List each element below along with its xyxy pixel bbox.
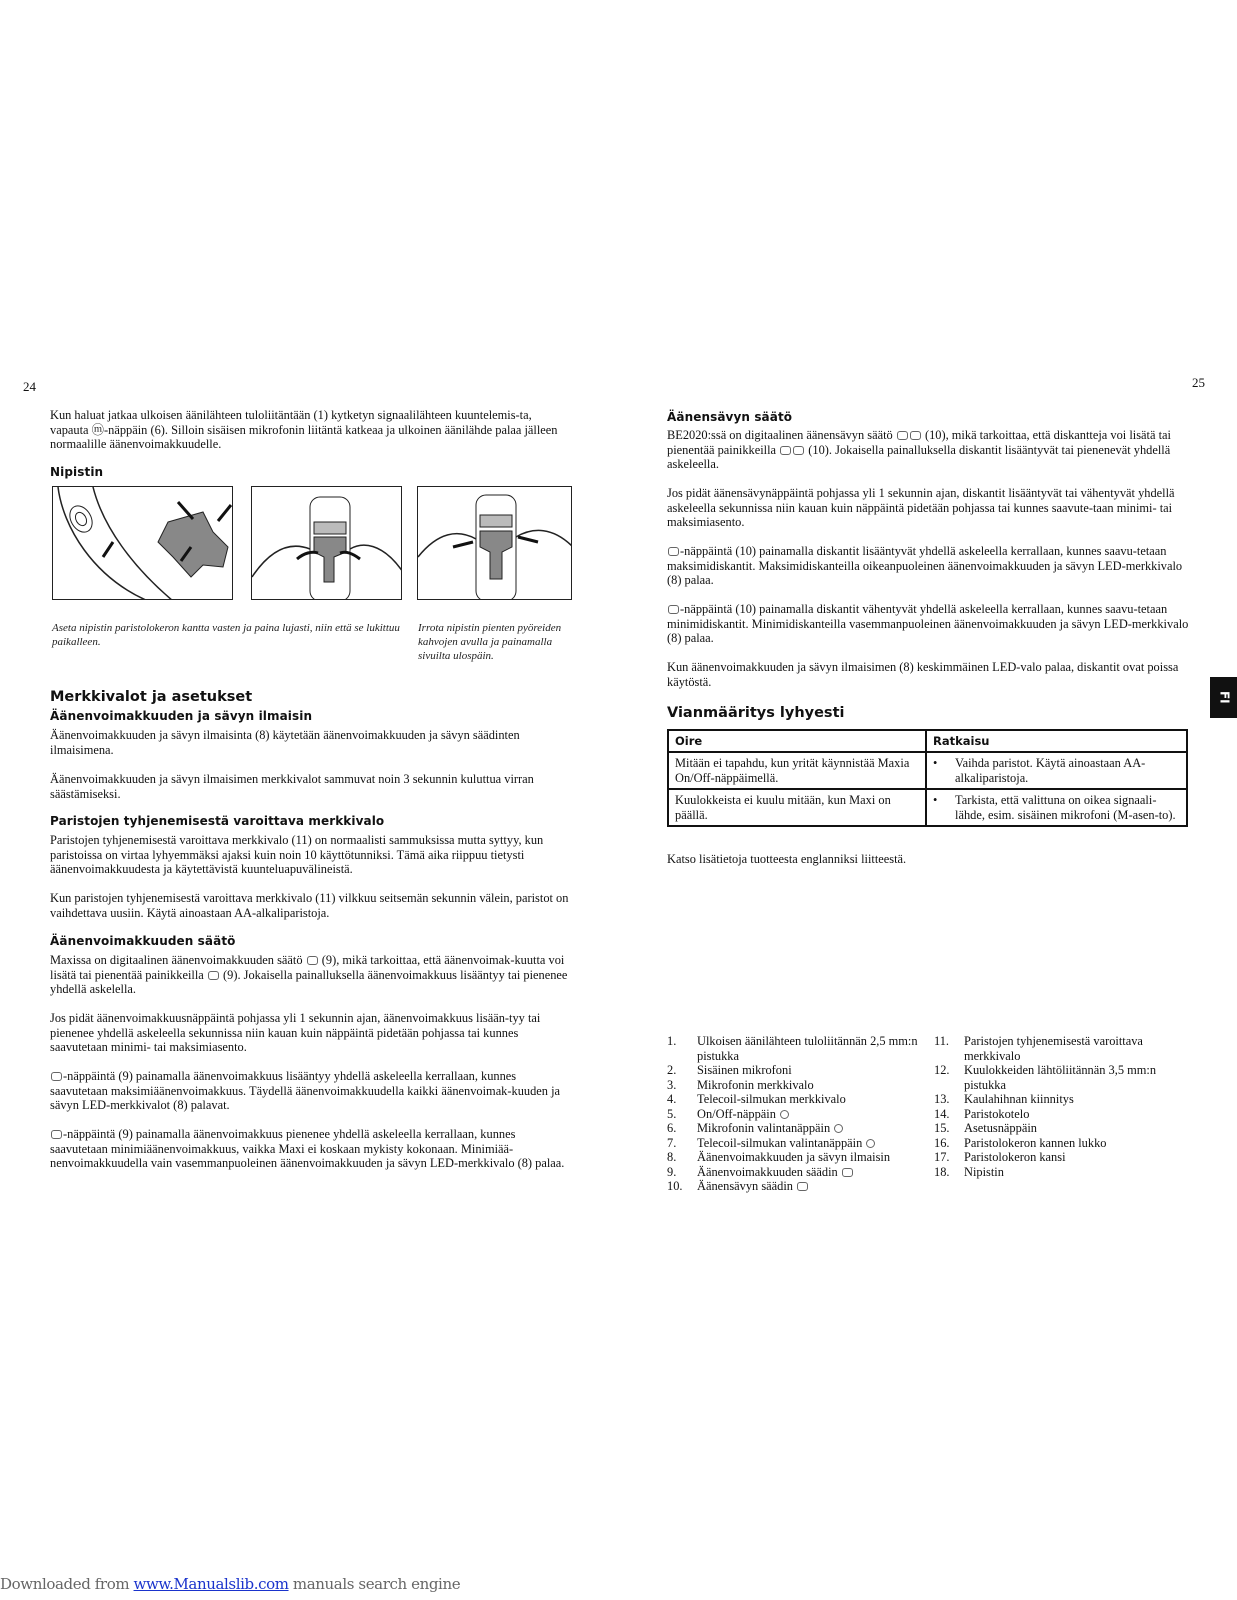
list-item: 17. Paristolokeron kansi xyxy=(934,1150,1066,1164)
katso-paragraph: Katso lisätietoja tuotteesta englanniksi liitteestä. xyxy=(667,852,907,866)
troubleshooting-table xyxy=(667,729,1189,827)
nipistin-heading: Nipistin xyxy=(50,465,104,479)
ilmaisin-paragraph-2: Äänenvoimakkuuden ja sävyn ilmaisimen merkkivalot sammuvat noin 3 sekunnin kuluttua virran säästämiseksi. xyxy=(50,772,534,801)
table-header-oire: Oire xyxy=(668,730,926,752)
ilmaisin-paragraph-1: Äänenvoimakkuuden ja sävyn ilmaisinta (8) käytetään äänenvoimakkuuden ja sävyn säädinten ilmaisimena. xyxy=(50,728,520,757)
tone-up-icon xyxy=(668,547,679,556)
page-number-right: 25 xyxy=(1192,375,1205,390)
caption-attach: Aseta nipistin paristolokeron kantta vasten ja paina lujasti, niin että se lukittuu paikalleen. xyxy=(52,622,400,648)
list-item: 11. Paristojen tyhjenemisestä varoittava merkkivalo xyxy=(934,1034,1143,1063)
table-cell-oire: Kuulokkeista ei kuulu mitään, kun Maxi on päällä. xyxy=(668,789,926,826)
clip-remove-figure-1 xyxy=(251,486,402,600)
telecoil-t-icon xyxy=(866,1139,875,1148)
tone-control-icon xyxy=(897,431,908,440)
clip-remove-figure-2 xyxy=(417,486,572,600)
language-tab: FI xyxy=(1210,677,1237,718)
caption-remove: Irrota nipistin pienten pyöreiden kahvojen avulla ja painamalla sivuilta ulospäin. xyxy=(418,622,562,662)
tone-control-icon-2 xyxy=(910,431,921,440)
list-item: 5. On/Off-näppäin xyxy=(667,1107,923,1122)
volume-buttons-icon xyxy=(208,971,219,980)
list-item: 3. Mikrofonin merkkivalo xyxy=(667,1077,814,1092)
saato-paragraph-1: Maxissa on digitaalinen äänenvoimakkuuden säätö (9), mikä tarkoittaa, että äänenvoimak-kuutta voi lisätä tai pienentää painikkeilla (9). Jokaisella painalluksella äänenvoimakkuus lisääntyy tai pienenee yhdellä askelella. xyxy=(50,953,568,997)
intro-paragraph: Kun haluat jatkaa ulkoisen äänilähteen tuloliitäntään (1) kytketyn signaalilähteen kuuntelemis-ta, vapauta ⓜ-näppäin (6). Silloin sisäisen mikrofonin liitäntä katkeaa ja ulkoinen äänilähde palaa jälleen normaalille äänenvoimakkuudelle. xyxy=(50,408,558,452)
list-item: 13. Kaulahihnan kiinnitys xyxy=(934,1092,1074,1106)
list-item: 7. Telecoil-silmukan valintanäppäin xyxy=(667,1136,923,1151)
savy-paragraph-4: -näppäintä (10) painamalla diskantit vähentyvät yhdellä askeleella kerrallaan, kunnes saavu-tetaan minimidiskantit. Minimidiskanteilla vasemmanpuoleinen äänenvoimakkuuden ja sävyn LED-merkkivalo (8) palaa. xyxy=(667,602,1189,646)
saato-paragraph-2: Jos pidät äänenvoimakkuusnäppäintä pohjassa yli 1 sekunnin ajan, äänenvoimakkuus lisään-tyy tai pienenee yhdellä askeleella sekunnissa niin kauan kuin näppäintä pidetään pohjassa tai kunnes saavutetaan minimi- tai maksimiasento. xyxy=(50,1011,541,1055)
saato-paragraph-4: -näppäintä (9) painamalla äänenvoimakkuus pienenee yhdellä askeleella kerrallaan, kunnes saavutetaan minimiäänenvoimakkuus, vaikka Maxi ei koskaan mykisty kokonaan. Minimiää-nenvoimakkuudella vain vasemmanpuoleinen äänenvoimakkuuden ja sävyn LED-merkkivalo (8) palaa. xyxy=(50,1127,565,1171)
volume-control-icon xyxy=(307,956,318,965)
volume-up-icon xyxy=(51,1072,62,1081)
table-cell-ratkaisu: • Tarkista, että valittuna on oikea signaali-lähde, esim. sisäinen mikrofoni (M-asen-to). xyxy=(926,789,1187,826)
table-cell-oire: Mitään ei tapahdu, kun yrität käynnistää Maxia On/Off-näppäimellä. xyxy=(668,752,926,789)
table-cell-ratkaisu: • Vaihda paristot. Käytä ainoastaan AA-alkaliparistoja. xyxy=(926,752,1187,789)
tone-up-button-icon xyxy=(793,446,804,455)
volume-buttons-icon xyxy=(842,1168,853,1177)
table-row xyxy=(668,789,1187,826)
manualslib-link[interactable]: www.Manualslib.com xyxy=(133,1575,289,1593)
merkkivalot-heading: Merkkivalot ja asetukset xyxy=(50,689,253,705)
tone-down-icon xyxy=(668,605,679,614)
list-item: 14. Paristokotelo xyxy=(934,1106,1030,1121)
page-number-left: 24 xyxy=(23,379,36,394)
paristo-heading: Paristojen tyhjenemisestä varoittava merkkivalo xyxy=(50,814,385,828)
list-item: 16. Paristolokeron kannen lukko xyxy=(934,1135,1107,1150)
list-item: 4. Telecoil-silmukan merkkivalo xyxy=(667,1092,846,1106)
component-list-right xyxy=(934,1034,1189,1179)
tone-down-button-icon xyxy=(780,446,791,455)
savy-heading: Äänensävyn säätö xyxy=(667,410,793,424)
vianmaaritys-heading: Vianmääritys lyhyesti xyxy=(667,705,845,721)
tone-buttons-icon xyxy=(797,1182,808,1191)
table-header-ratkaisu: Ratkaisu xyxy=(926,730,1187,752)
clip-attach-figure xyxy=(52,486,233,600)
list-item: 12. Kuulokkeiden lähtöliitännän 3,5 mm:n pistukka xyxy=(934,1063,1157,1092)
list-item: 6. Mikrofonin valintanäppäin xyxy=(667,1121,923,1136)
list-item: 10. Äänensävyn säädin xyxy=(667,1179,923,1194)
savy-paragraph-5: Kun äänenvoimakkuuden ja sävyn ilmaisimen (8) keskimmäinen LED-valo palaa, diskantit ovat poissa käytöstä. xyxy=(667,660,1179,689)
savy-paragraph-1: BE2020:ssä on digitaalinen äänensävyn säätö (10), mikä tarkoittaa, että diskantteja voi lisätä tai pienentää painikkeilla (10). Jokaisella painalluksella diskantit lisääntyvät tai pienenevät yhdellä askeleella. xyxy=(667,428,1171,472)
list-item: 8. Äänenvoimakkuuden ja sävyn ilmaisin xyxy=(667,1150,891,1164)
list-item: 9. Äänenvoimakkuuden säädin xyxy=(667,1165,923,1180)
saato-heading: Äänenvoimakkuuden säätö xyxy=(50,934,236,948)
list-item: 2. Sisäinen mikrofoni xyxy=(667,1063,792,1077)
savy-paragraph-2: Jos pidät äänensävynäppäintä pohjassa yli 1 sekunnin ajan, diskantit lisääntyvät tai vähentyvät yhdellä askeleella sekunnissa niin kauan kuin näppäintä pidetään pohjassa tai kunnes saavute-taan minimi- tai maksimiasento. xyxy=(667,486,1175,530)
paristo-paragraph-2: Kun paristojen tyhjenemisestä varoittava merkkivalo (11) vilkkuu seitsemän sekunnin välein, paristot on vaihdettava uusiin. Käytä ainoastaan AA-alkaliparistoja. xyxy=(50,891,569,920)
list-item: 15. Asetusnäppäin xyxy=(934,1121,1037,1135)
download-footer: Downloaded from www.Manualslib.com manuals search engine xyxy=(0,1575,461,1593)
paristo-paragraph-1: Paristojen tyhjenemisestä varoittava merkkivalo (11) on normaalisti sammuksissa mutta syttyy, kun paristoissa on virtaa lyhyemmäksi ajaksi kuin noin 10 käyttötunniksi. Tämä aika riippuu tietysti äänenvoimakkuudesta ja käytettävistä kuunteluapuvälineistä. xyxy=(50,833,544,877)
savy-paragraph-3: -näppäintä (10) painamalla diskantit lisääntyvät yhdellä askeleella kerrallaan, kunnes saavu-tetaan maksimidiskantit. Maksimidiskanteilla oikeanpuoleinen äänenvoimakkuuden ja sävyn LED-merkkivalo (8) palaa. xyxy=(667,544,1183,588)
table-row xyxy=(668,752,1187,789)
saato-paragraph-3: -näppäintä (9) painamalla äänenvoimakkuus lisääntyy yhdellä askeleella kerrallaan, kunnes saavutetaan maksimiäänenvoimakkuus. Täydellä äänenvoimakkuudella kaikki äänenvoimak-kuuden ja sävyn LED-merkkivalot (8) palavat. xyxy=(50,1069,561,1113)
ilmaisin-heading: Äänenvoimakkuuden ja sävyn ilmaisin xyxy=(50,709,313,723)
list-item: 18. Nipistin xyxy=(934,1164,1004,1179)
volume-down-icon xyxy=(51,1130,62,1139)
component-list-left xyxy=(667,1034,923,1194)
microphone-m-icon xyxy=(834,1124,843,1133)
list-item: 1. Ulkoisen äänilähteen tuloliitännän 2,5 mm:n pistukka xyxy=(667,1034,918,1063)
power-icon xyxy=(780,1110,789,1119)
